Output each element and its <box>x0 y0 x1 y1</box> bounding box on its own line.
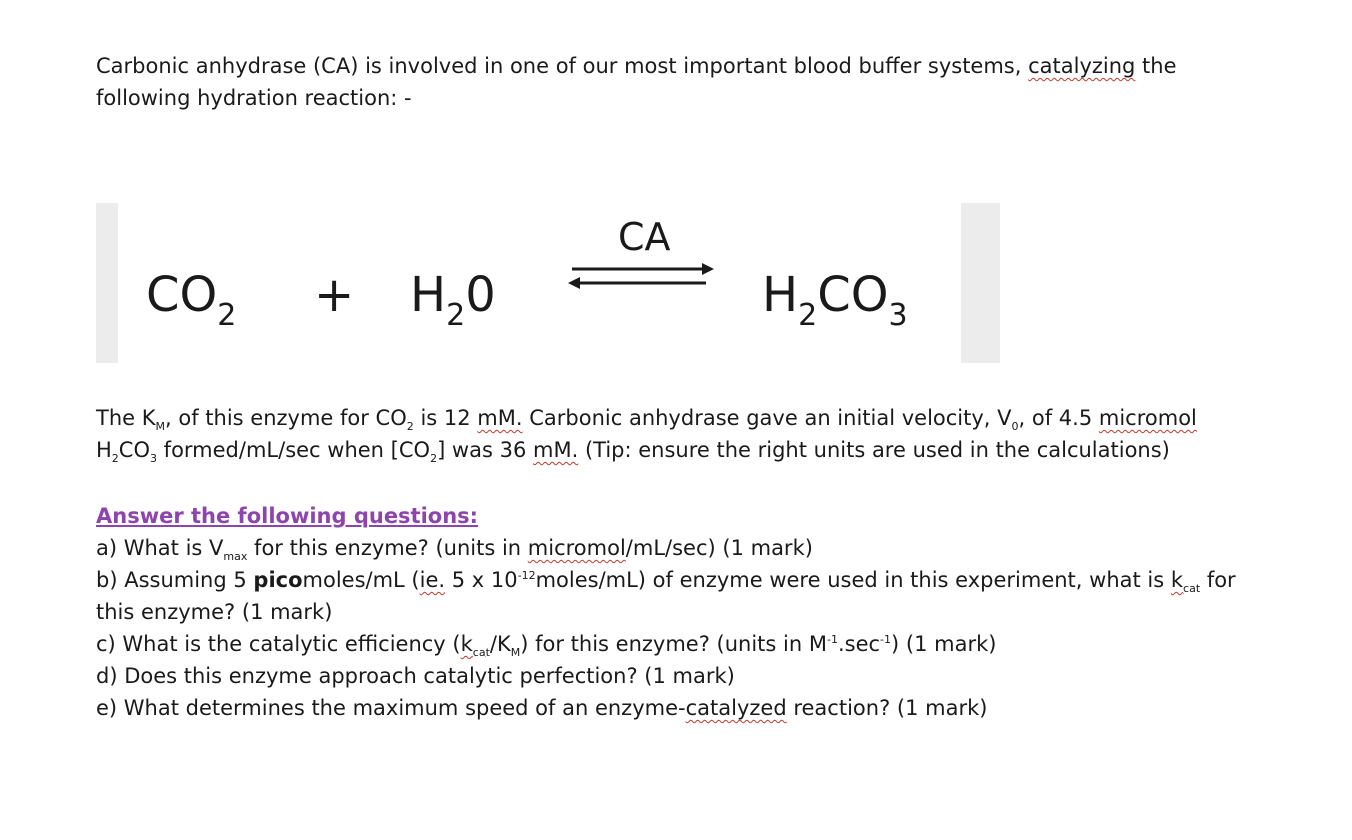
given-data-paragraph: The $K_M$, of this enzyme for $CO_2$ is 12 mM. Carbonic anhydrase gave an initial velocity, $V_0$, of 4.5 micromol $H_2CO_3$ formed/mL/sec when $[CO_2]$ was 36 mM. (Tip: ensure the right units are used in the calculations) <box>96 406 1197 466</box>
reactant-h2o: $H_20$ <box>410 267 496 333</box>
image-border-right <box>961 203 1000 363</box>
question-d: d) Does this enzyme approach catalytic perfection? (1 mark) <box>96 664 735 688</box>
product-h2co3: $H_2CO_3$ <box>762 267 908 333</box>
spellcheck-word: catalyzing <box>1028 54 1136 78</box>
questions-heading: Answer the following questions: <box>96 504 479 528</box>
intro-paragraph: Carbonic anhydrase (CA) is involved in one of our most important blood buffer systems, catalyzing the following hydration reaction: - <box>96 54 1177 110</box>
reaction-equation-image <box>96 203 1000 363</box>
questions-section <box>96 500 1236 724</box>
question-e: e) What determines the maximum speed of an enzyme-catalyzed reaction? (1 mark) <box>96 696 988 720</box>
image-border-left <box>96 203 118 363</box>
question-b: b) Assuming 5 picomoles/mL (ie. 5 x $10^{-12}moles/mL$) of enzyme were used in this experiment, what is $k_{cat}$ for this enzyme? (1 mark) <box>96 568 1236 624</box>
reactant-co2: $CO_2$ <box>146 267 237 333</box>
catalyst-label: CA <box>618 215 671 259</box>
question-c: c) What is the catalytic efficiency $(k_{cat}/K_M)$ for this enzyme? (units in $M^{-1}.\sec^{-1}$) (1 mark) <box>96 632 997 660</box>
equilibrium-arrow-icon <box>566 259 716 293</box>
plus-sign: + <box>314 267 355 323</box>
question-a: a) What is $V_{max}$ for this enzyme? (units in micromol/mL/sec) (1 mark) <box>96 536 813 564</box>
